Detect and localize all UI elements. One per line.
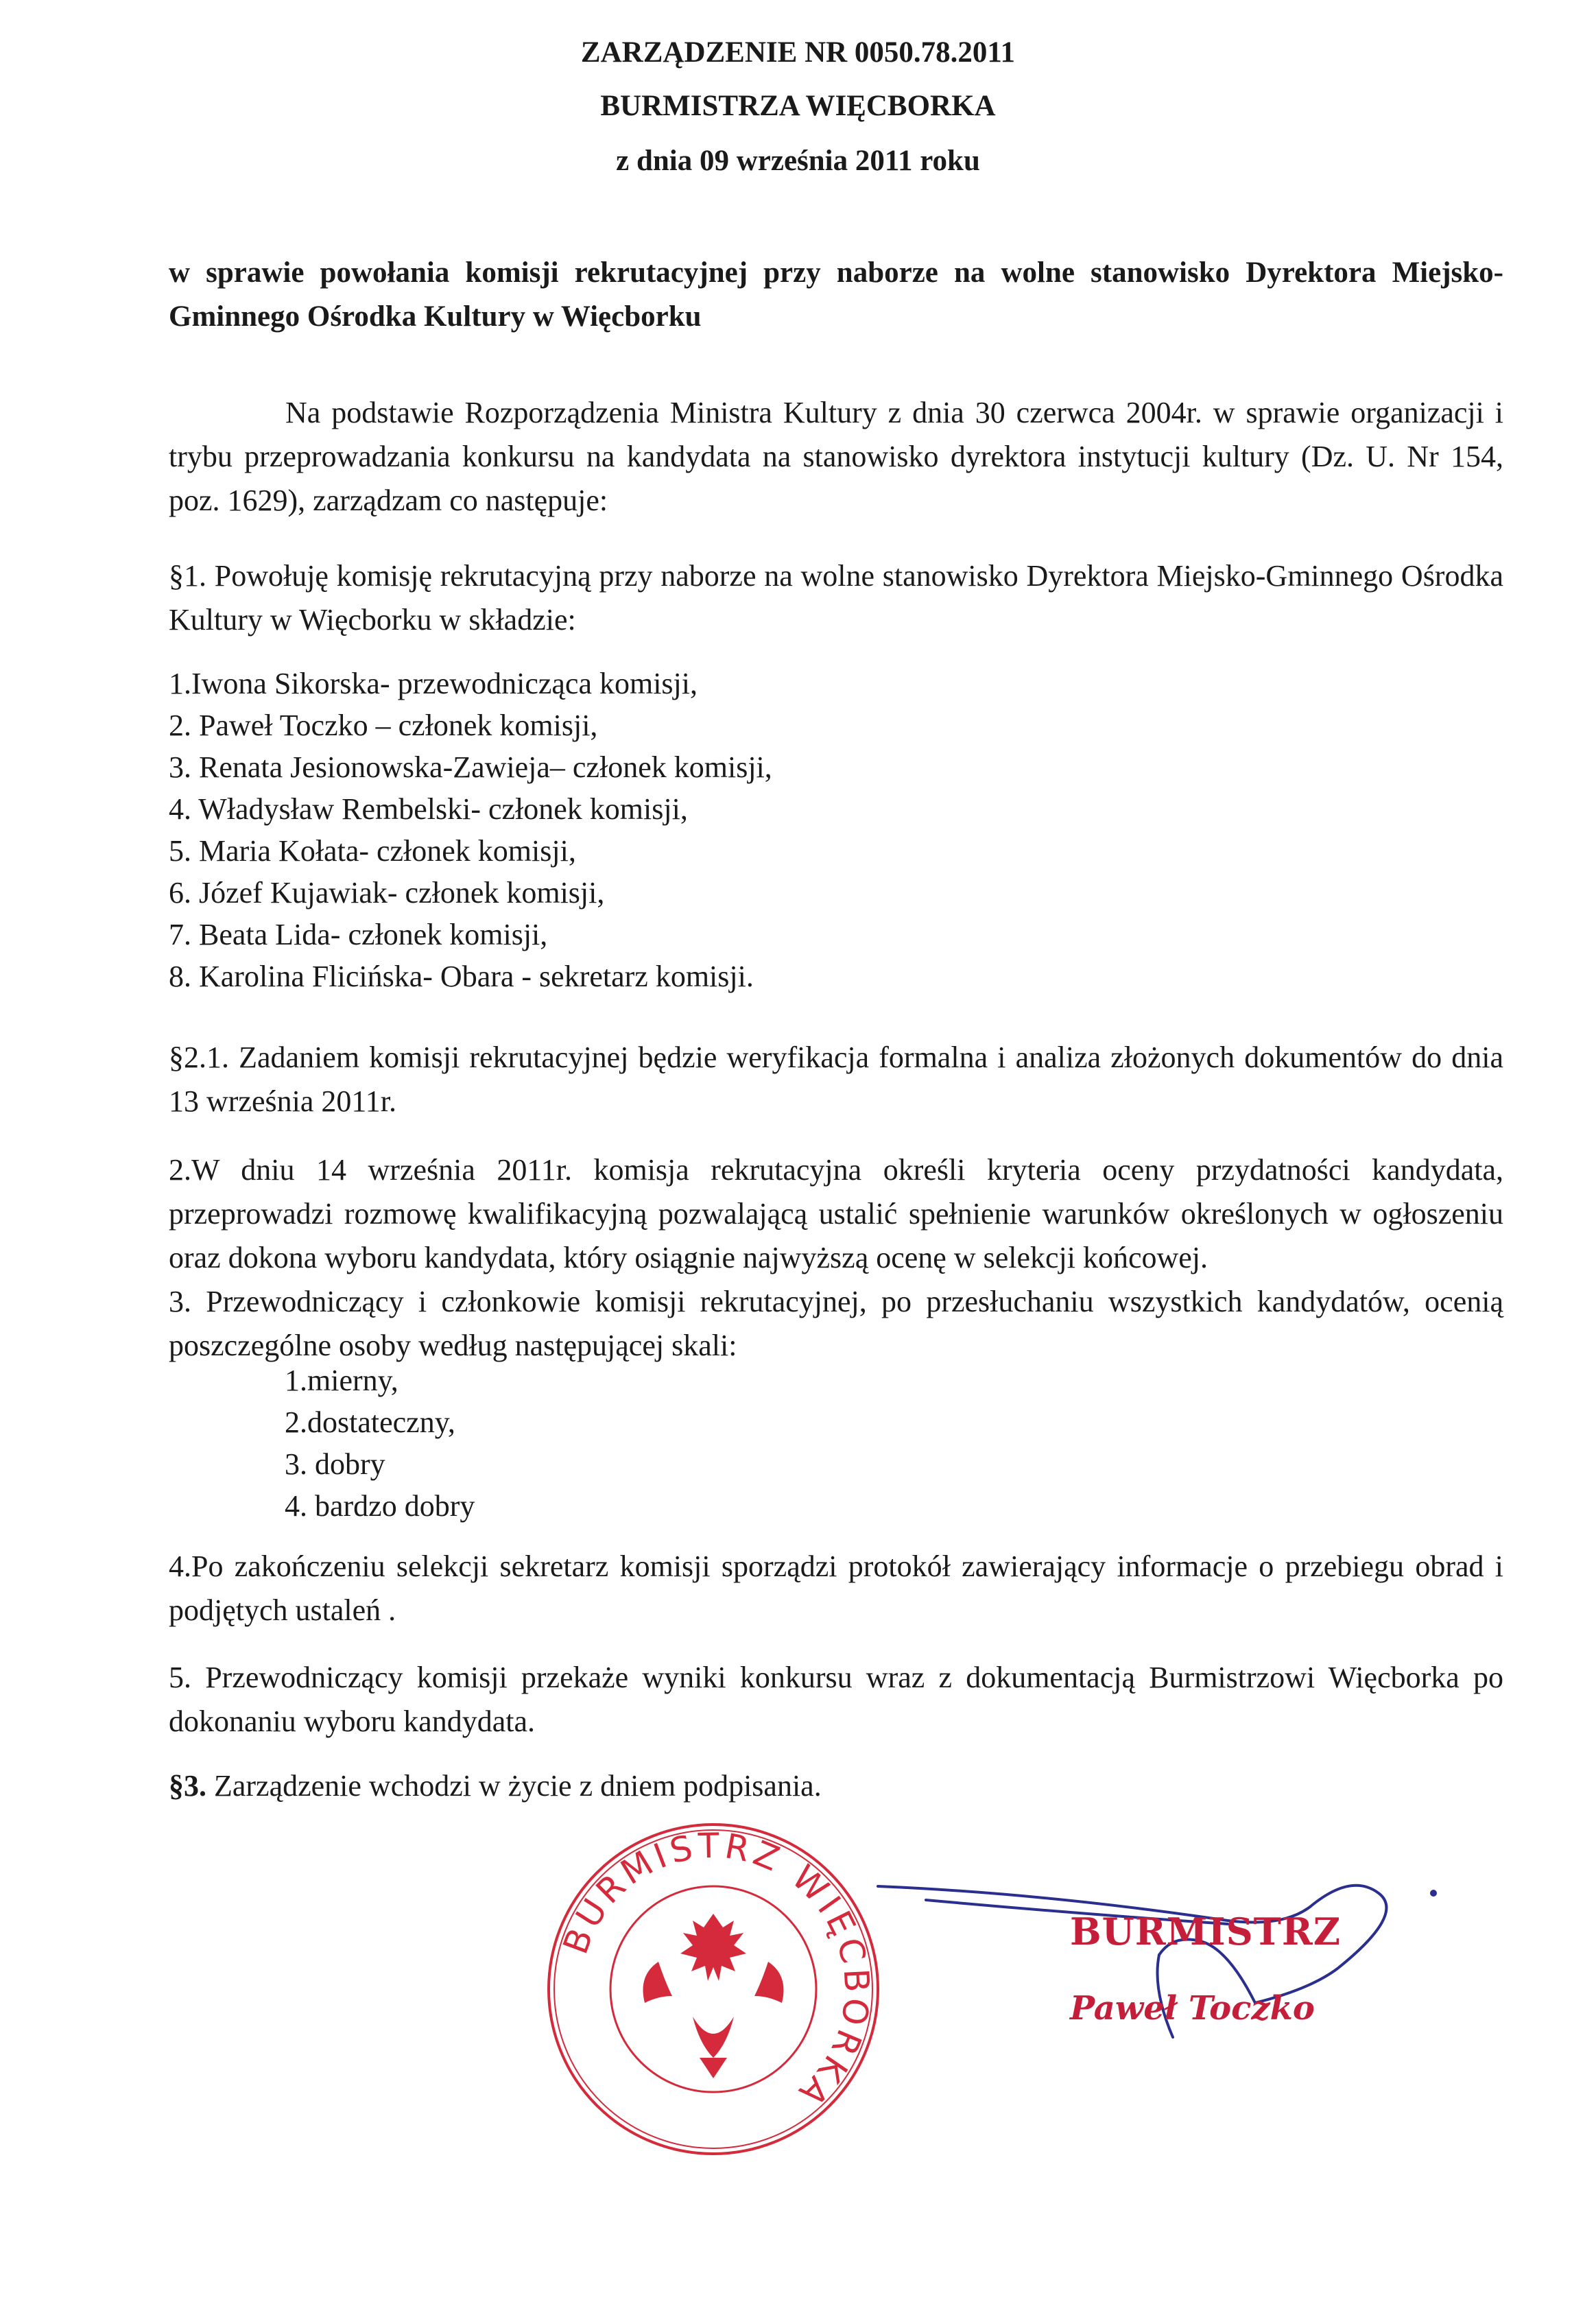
- subject-paragraph: w sprawie powołania komisji rekrutacyjnej przy naborze na wolne stanowisko Dyrektora Miejsko-Gminnego Ośrodka Kultury w Więcborku: [169, 257, 1503, 333]
- member-item: 1.Iwona Sikorska- przewodnicząca komisji,: [169, 667, 698, 700]
- scale-item: 4. bardzo dobry: [285, 1489, 475, 1523]
- member-item: 7. Beata Lida- członek komisji,: [169, 918, 548, 951]
- member-item: 5. Maria Kołata- członek komisji,: [169, 834, 576, 868]
- scale-item: 2.dostateczny,: [285, 1405, 455, 1439]
- member-item: 6. Józef Kujawiak- członek komisji,: [169, 876, 605, 910]
- section-2-point-4: 4.Po zakończeniu selekcji sekretarz komisji sporządzi protokół zawierający informacje o przebiegu obrad i podjętych ustaleń .: [169, 1549, 1503, 1627]
- stamp-ring-text: BURMISTRZ WIĘCBORKA: [555, 1825, 877, 2117]
- section-1-paragraph: §1. Powołuję komisję rekrutacyjną przy naborze na wolne stanowisko Dyrektora Miejsko-Gminnego Ośrodka Kultury w Więcborku w składzie:: [169, 559, 1503, 637]
- order-number-heading: ZARZĄDZENIE NR 0050.78.2011: [580, 36, 1016, 69]
- eagle-emblem-icon: [643, 1914, 784, 2078]
- member-item: 4. Władysław Rembelski- członek komisji,: [169, 792, 688, 826]
- official-round-stamp: [535, 1811, 892, 2168]
- section-2-point-5: 5. Przewodniczący komisji przekaże wyniki konkursu wraz z dokumentacją Burmistrzowi Więcborka po dokonaniu wyboru kandydata.: [169, 1661, 1503, 1738]
- legal-basis-paragraph: Na podstawie Rozporządzenia Ministra Kultury z dnia 30 czerwca 2004r. w sprawie organizacji i trybu przeprowadzania konkursu na kandydata na stanowisko dyrektora instytucji kultury (Dz. U. Nr 154, poz. 1629), zarządzam co następuje:: [169, 396, 1503, 517]
- member-item: 8. Karolina Flicińska- Obara - sekretarz komisji.: [169, 960, 754, 993]
- member-item: 2. Paweł Toczko – członek komisji,: [169, 709, 598, 742]
- scale-item: 3. dobry: [285, 1447, 385, 1481]
- section-2-point-1: §2.1. Zadaniem komisji rekrutacyjnej będzie weryfikacja formalna i analiza złożonych dokumentów do dnia 13 września 2011r.: [169, 1041, 1503, 1118]
- member-item: 3. Renata Jesionowska-Zawieja– członek komisji,: [169, 750, 772, 784]
- scale-item: 1.mierny,: [285, 1364, 398, 1397]
- rating-scale-list: [285, 1359, 475, 1527]
- committee-members-list: [169, 663, 772, 997]
- date-heading: z dnia 09 września 2011 roku: [616, 145, 980, 177]
- section-2-point-2: 2.W dniu 14 września 2011r. komisja rekrutacyjna określi kryteria oceny przydatności kandydata, przeprowadzi rozmowę kwalifikacyjną pozwalającą ustalić spełnienie warunków określonych w ogłoszeniu oraz dokona wyboru kandydata, który osiągnie najwyższą ocenę w selekcji końcowej.: [169, 1153, 1503, 1274]
- issuer-heading: BURMISTRZA WIĘCBORKA: [600, 90, 996, 122]
- handwritten-signature: [871, 1866, 1475, 2085]
- section-3-text: Zarządzenie wchodzi w życie z dniem podpisania.: [206, 1769, 822, 1803]
- section-3-marker: §3.: [169, 1769, 206, 1803]
- section-2-point-3: 3. Przewodniczący i członkowie komisji rekrutacyjnej, po przesłuchaniu wszystkich kandydatów, ocenią poszczególne osoby według następującej skali:: [169, 1285, 1503, 1362]
- section-3-paragraph: [169, 1764, 1503, 1808]
- signature-name-stamp: Paweł Toczko: [1070, 1989, 1315, 2028]
- signature-title-stamp: BURMISTRZ: [1070, 1910, 1342, 1953]
